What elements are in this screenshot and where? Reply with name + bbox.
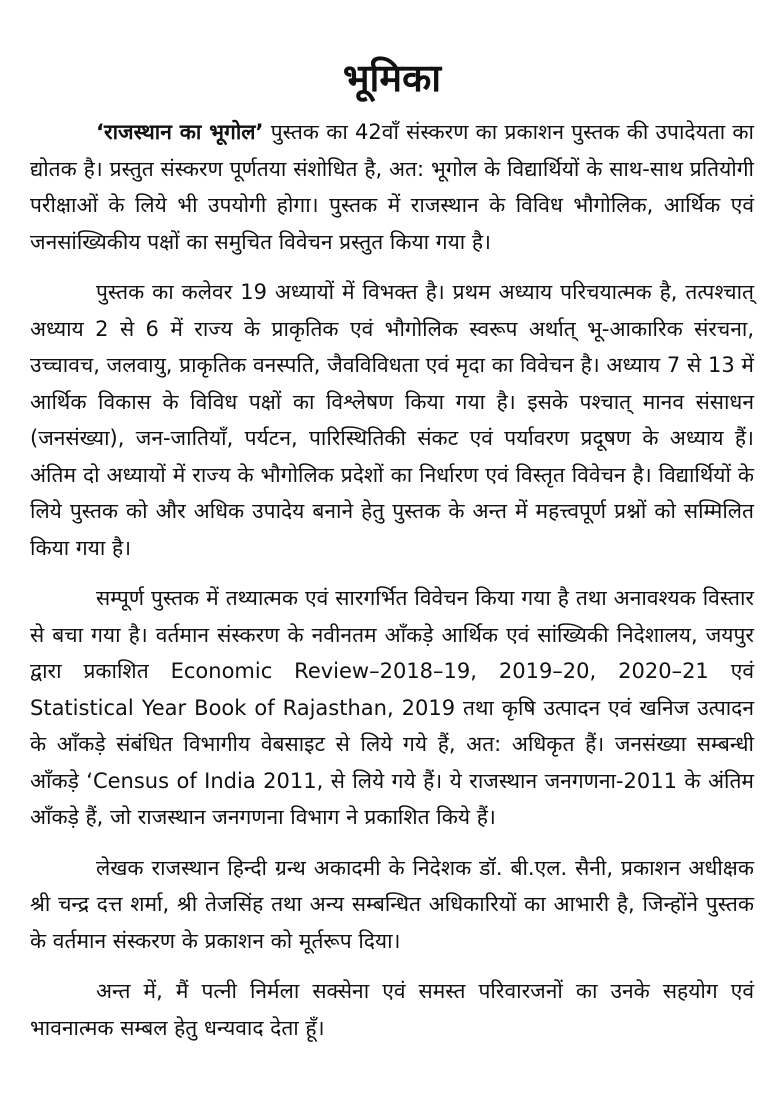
paragraph-2: पुस्तक का कलेवर 19 अध्यायों में विभक्त है। प्रथम अध्याय परिचयात्मक है, तत्पश्चात् अध्याय 2 से 6 में राज्य के प्राकृतिक एवं भौगोलिक स्वरूप अर्थात् भू-आकारिक संरचना, उच्चावच, जलवायु, प्राकृतिक वनस्पति, जैवविविधता एवं मृदा का विवेचन है। अध्याय 7 से 13 में आर्थिक विकास के विविध पक्षों का विश्लेषण किया गया है। इसके पश्चात् मानव संसाधन (जनसंख्या), जन-जातियाँ, पर्यटन, पारिस्थितिकी संकट एवं पर्यावरण प्रदूषण के अध्याय हैं। अंतिम दो अध्यायों में राज्य के भौगोलिक प्रदेशों का निर्धारण एवं विस्तृत विवेचन है। विद्यार्थियों के लिये पुस्तक को और अधिक उपादेय बनाने हेतु पुस्तक के अन्त में महत्त्वपूर्ण प्रश्नों को सम्मिलित किया गया है। <box>30 280 754 560</box>
paragraph-4: लेखक राजस्थान हिन्दी ग्रन्थ अकादमी के निदेशक डॉ. बी.एल. सैनी, प्रकाशन अधीक्षक श्री चन्द्र दत्त शर्मा, श्री तेजसिंह तथा अन्य सम्बन्धित अधिकारियों का आभारी है, जिन्होंने पुस्तक के वर्तमान संस्करण के प्रकाशन को मूर्तरूप दिया। <box>30 855 754 953</box>
paragraph-1 <box>30 114 754 260</box>
paragraph-5: अन्त में, मैं पत्नी निर्मला सक्सेना एवं समस्त परिवारजनों का उनके सहयोग एवं भावनात्मक सम्बल हेतु धन्यवाद देता हूँ। <box>30 979 754 1040</box>
page-title: भूमिका <box>342 56 442 100</box>
paragraph-3: सम्पूर्ण पुस्तक में तथ्यात्मक एवं सारगर्भित विवेचन किया गया है तथा अनावश्यक विस्तार से बचा गया है। वर्तमान संस्करण के नवीनतम आँकड़े आर्थिक एवं सांख्यिकी निदेशालय, जयपुर द्वारा प्रकाशित Economic Review–2018–19, 2019–20, 2020–21 एवं Statistical Year Book of Rajasthan, 2019 तथा कृषि उत्पादन एवं खनिज उत्पादन के आँकड़े संबंधित विभागीय वेबसाइट से लिये गये हैं, अत: अधिकृत हैं। जनसंख्या सम्बन्धी आँकड़े ‘Census of India 2011, से लिये गये हैं। ये राजस्थान जनगणना-2011 के अंतिम आँकड़े हैं, जो राजस्थान जनगणना विभाग ने प्रकाशित किये हैं। <box>30 586 754 829</box>
paragraph-1-text: पुस्तक का 42वाँ संस्करण का प्रकाशन पुस्तक की उपादेयता का द्योतक है। प्रस्तुत संस्करण पूर्णतया संशोधित है, अत: भूगोल के विद्यार्थियों के साथ-साथ प्रतियोगी परीक्षाओं के लिये भी उपयोगी होगा। पुस्तक में राजस्थान के विविध भौगोलिक, आर्थिक एवं जनसांख्यिकीय पक्षों का समुचित विवेचन प्रस्तुत किया गया है। <box>30 120 754 254</box>
book-title-lead: ‘राजस्थान का भूगोल’ <box>96 120 264 144</box>
